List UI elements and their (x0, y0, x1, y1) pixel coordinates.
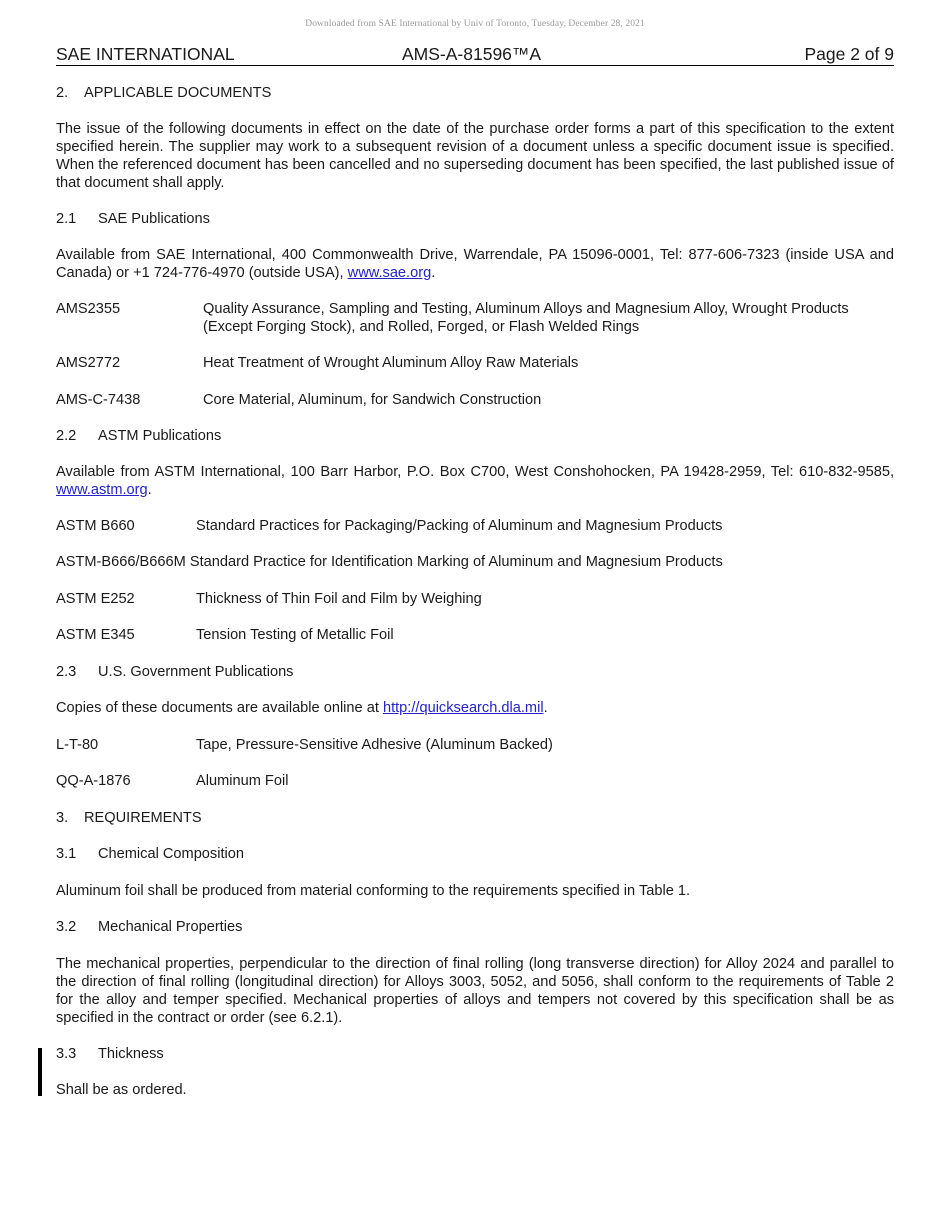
header-org: SAE INTERNATIONAL (56, 44, 235, 64)
section-2-2-heading (56, 427, 894, 445)
section-title: ASTM Publications (98, 428, 222, 444)
section-number: 3.1 (56, 846, 77, 862)
availability-text: Available from SAE International, 400 Commonwealth Drive, Warrendale, PA 15096-0001, Tel: 877-606-7323 (inside USA and Canada) or +1 724-776-4970 (outside USA), (56, 247, 894, 281)
section-3-1-heading (56, 845, 894, 863)
reference-title: Aluminum Foil (196, 773, 289, 789)
astm-website-link[interactable]: www.astm.org (56, 482, 148, 498)
reference-code: L-T-80 (56, 737, 99, 753)
section-2-3-heading (56, 663, 894, 681)
availability-text: Available from ASTM International, 100 Barr Harbor, P.O. Box C700, West Conshohocken, PA 19428-2959, Tel: 610-832-9585, (56, 464, 894, 480)
reference-code: ASTM-B666/B666M (56, 554, 186, 570)
reference-row (56, 590, 894, 608)
header-page-number: Page 2 of 9 (804, 44, 894, 64)
section-number: 2. (56, 85, 69, 101)
section-number: 2.2 (56, 428, 77, 444)
reference-code: QQ-A-1876 (56, 773, 131, 789)
section-title: APPLICABLE DOCUMENTS (84, 85, 272, 101)
reference-code: ASTM E252 (56, 591, 135, 607)
availability-text: Copies of these documents are available online at (56, 700, 383, 716)
reference-row (56, 626, 894, 644)
section-2-1-heading (56, 210, 894, 228)
section-title: U.S. Government Publications (98, 664, 294, 680)
section-3-1-paragraph: Aluminum foil shall be produced from material conforming to the requirements specified in Table 1. (56, 883, 691, 899)
sae-availability (56, 246, 894, 282)
section-number: 3.3 (56, 1046, 77, 1062)
reference-code: AMS2355 (56, 301, 121, 317)
reference-row (56, 772, 894, 790)
period: . (431, 265, 436, 281)
section-2-paragraph: The issue of the following documents in effect on the date of the purchase order forms a part of this specification to the extent specified herein. The supplier may work to a subsequent revision of a document unless a specific document issue is specified. When the referenced document has been cancelled and no superseding document has been specified, the last published issue of that document shall apply. (56, 121, 894, 191)
section-3-3-heading (56, 1045, 894, 1063)
section-title: Mechanical Properties (98, 919, 243, 935)
reference-row (56, 300, 894, 336)
gov-availability (56, 699, 894, 717)
reference-code: ASTM E345 (56, 627, 135, 643)
reference-row (56, 354, 894, 372)
sae-website-link[interactable]: www.sae.org (347, 265, 432, 281)
section-2-heading (56, 84, 894, 102)
section-3-heading (56, 809, 894, 827)
download-watermark: Downloaded from SAE International by Univ of Toronto, Tuesday, December 28, 2021 (305, 19, 645, 29)
reference-row (56, 517, 894, 535)
reference-title: Core Material, Aluminum, for Sandwich Construction (203, 392, 542, 408)
astm-availability (56, 463, 894, 499)
reference-title: Quality Assurance, Sampling and Testing, Aluminum Alloys and Magnesium Alloy, Wrought Products (Except Forging Stock), and Rolled, Forged, or Flash Welded Rings (203, 301, 849, 335)
quicksearch-link[interactable]: http://quicksearch.dla.mil (382, 700, 544, 716)
reference-row (56, 736, 894, 754)
section-title: Chemical Composition (98, 846, 244, 862)
section-title: Thickness (98, 1046, 164, 1062)
header-doc-number: AMS-A-81596™A (402, 44, 542, 64)
section-title: SAE Publications (98, 211, 210, 227)
reference-code: AMS-C-7438 (56, 392, 141, 408)
reference-title: Standard Practices for Packaging/Packing of Aluminum and Magnesium Products (196, 518, 723, 534)
reference-row (56, 553, 894, 571)
reference-code: AMS2772 (56, 355, 121, 371)
reference-title: Thickness of Thin Foil and Film by Weighing (196, 591, 482, 607)
document-body (56, 84, 894, 1099)
revision-change-bar (38, 1048, 42, 1096)
section-number: 3. (56, 810, 69, 826)
page-header (56, 44, 894, 66)
section-3-2-paragraph: The mechanical properties, perpendicular to the direction of final rolling (long transverse direction) for Alloy 2024 and parallel to the direction of final rolling (longitudinal direction) for Alloys 3003, 5052, and 5056, shall conform to the requirements of Table 2 for the alloy and temper specified. Mechanical properties of alloys and tempers not covered by this specification shall be as specified in the contract or order (see 6.2.1). (56, 956, 894, 1026)
period: . (543, 700, 548, 716)
reference-title: Heat Treatment of Wrought Aluminum Alloy Raw Materials (203, 355, 579, 371)
period: . (147, 482, 152, 498)
section-number: 2.3 (56, 664, 77, 680)
reference-title: Standard Practice for Identification Marking of Aluminum and Magnesium Products (189, 554, 723, 570)
section-3-3-paragraph: Shall be as ordered. (56, 1082, 187, 1098)
reference-code: ASTM B660 (56, 518, 135, 534)
reference-title: Tension Testing of Metallic Foil (196, 627, 394, 643)
section-number: 3.2 (56, 919, 77, 935)
section-3-2-heading (56, 918, 894, 936)
section-title: REQUIREMENTS (84, 810, 202, 826)
section-number: 2.1 (56, 211, 77, 227)
reference-row (56, 391, 894, 409)
reference-title: Tape, Pressure-Sensitive Adhesive (Aluminum Backed) (196, 737, 553, 753)
